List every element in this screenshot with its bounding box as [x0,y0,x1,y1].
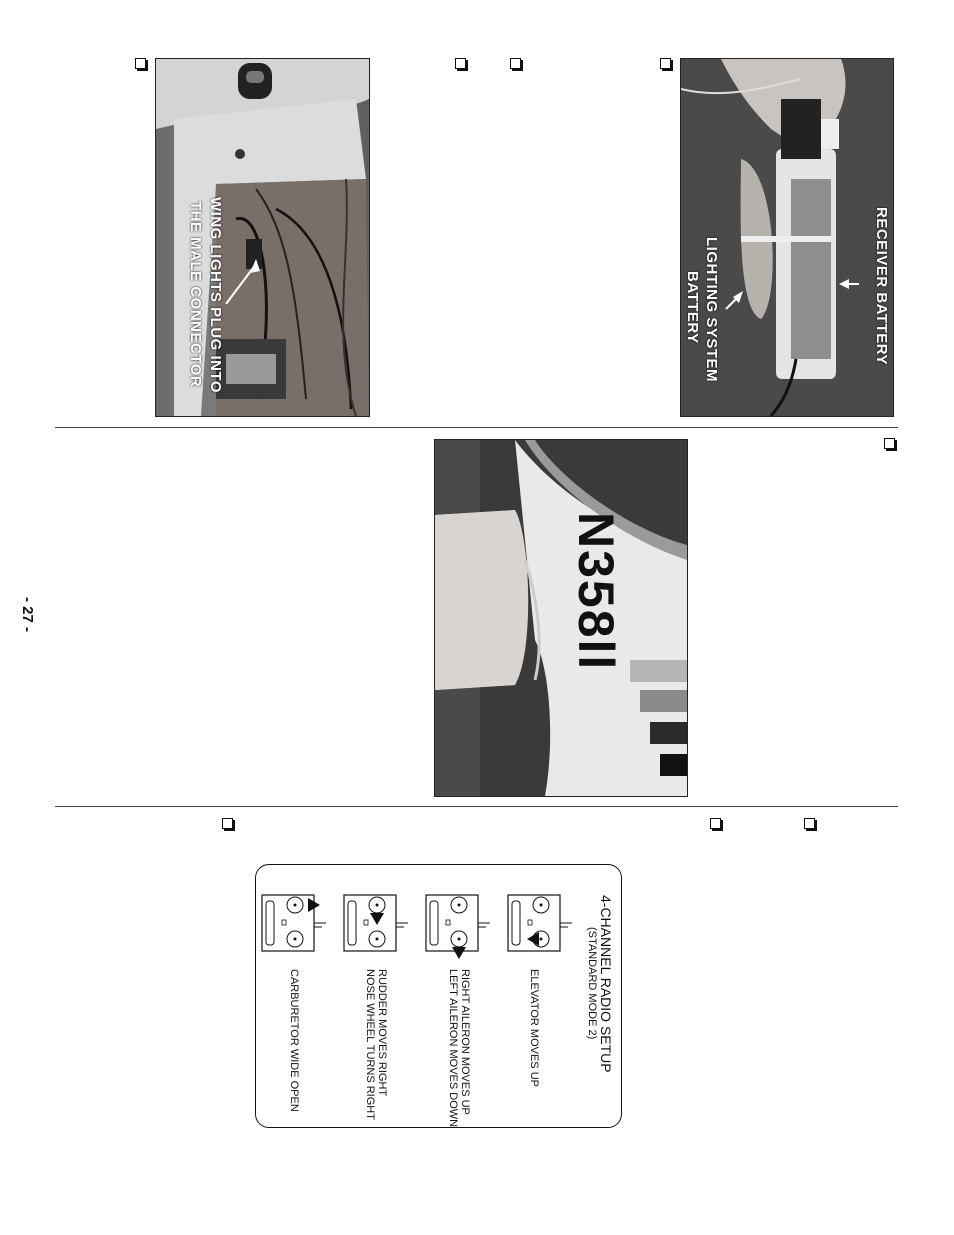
photo-wing-lights [155,58,370,417]
tail-image [435,440,687,796]
channel-2-caption-line1: RIGHT AILERON MOVES UP [459,969,471,1115]
transmitter-icons [256,891,621,981]
lighting-battery-label-line2: BATTERY [684,271,701,344]
checkbox-step-4[interactable] [660,58,671,69]
checkbox-step-6[interactable] [222,818,233,829]
transmitter-elevator-icon [508,895,572,951]
wing-lights-label-line1: WING LIGHTS PLUG INTO [207,197,224,394]
checkbox-step-8[interactable] [804,818,815,829]
section-divider-1 [55,427,898,428]
radio-setup-subtitle: (STANDARD MODE 2) [586,927,598,1040]
radio-setup-diagram [255,864,622,1128]
checkbox-step-5[interactable] [884,438,895,449]
radio-setup-title: 4-CHANNEL RADIO SETUP [598,895,614,1073]
section-divider-2 [55,806,898,807]
lighting-battery-label-line1: LIGHTING SYSTEM [703,237,720,383]
transmitter-throttle-icon [262,895,326,951]
photo-tail-registration [434,439,688,797]
wing-lights-label-line2: THE MALE CONNECTOR [187,201,204,388]
photo-batteries [680,58,894,417]
checkbox-step-7[interactable] [710,818,721,829]
checkbox-step-2[interactable] [455,58,466,69]
transmitter-aileron-icon [426,895,490,959]
transmitter-rudder-icon [344,895,408,951]
channel-3-caption-line2: NOSE WHEEL TURNS RIGHT [364,969,376,1120]
channel-2-caption-line2: LEFT AILERON MOVES DOWN [447,969,459,1128]
page-number: - 27 - [19,597,36,633]
channel-3-caption-line1: RUDDER MOVES RIGHT [376,969,388,1097]
receiver-battery-label: RECEIVER BATTERY [873,207,890,366]
tail-registration-text: N358ll [568,512,624,672]
channel-1-caption: ELEVATOR MOVES UP [528,969,540,1087]
checkbox-step-1[interactable] [135,58,146,69]
checkbox-step-3[interactable] [510,58,521,69]
channel-4-caption: CARBURETOR WIDE OPEN [288,969,300,1112]
